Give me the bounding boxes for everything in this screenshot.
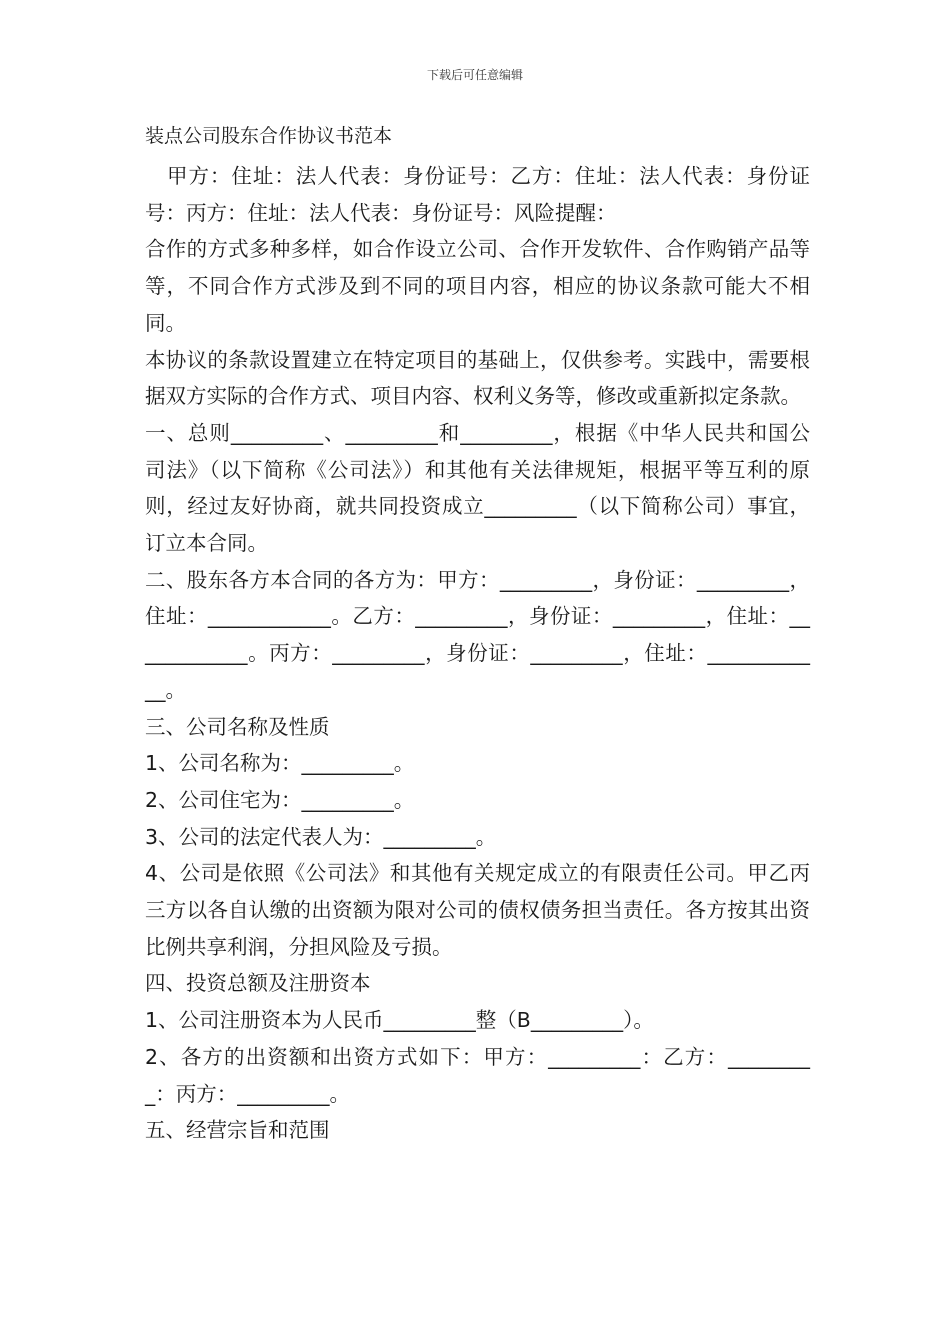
clause-company-nature: 4、公司是依照《公司法》和其他有关规定成立的有限责任公司。甲乙丙三方以各自认缴的出资额为限对公司的债权债务担当责任。各方按其出资比例共享利润，分担风险及亏损。 xyxy=(145,861,810,959)
risk-note-paragraph-1: 合作的方式多种多样，如合作设立公司、合作开发软件、合作购销产品等等，不同合作方式涉及到不同的项目内容，相应的协议条款可能大不相同。 xyxy=(145,237,810,335)
clause-contributions: 2、各方的出资额和出资方式如下：甲方：_________：乙方：_________：丙方：_________。 xyxy=(145,1044,810,1106)
clause-legal-representative: 3、公司的法定代表人为：_________。 xyxy=(145,824,497,849)
document-title: 装点公司股东合作协议书范本 xyxy=(145,125,393,147)
page-header-note: 下载后可任意编辑 xyxy=(426,68,523,82)
section-heading-company-name: 三、公司名称及性质 xyxy=(145,714,330,739)
section-heading-investment: 四、投资总额及注册资本 xyxy=(145,971,371,996)
document-body xyxy=(145,118,810,1149)
clause-registered-capital: 1、公司注册资本为人民币_________整（B_________）。 xyxy=(145,1008,654,1033)
risk-note-paragraph-2: 本协议的条款设置建立在特定项目的基础上，仅供参考。实践中，需要根据双方实际的合作方式、项目内容、权利义务等，修改或重新拟定条款。 xyxy=(145,347,810,409)
parties-paragraph: 甲方：住址：法人代表：身份证号：乙方：住址：法人代表：身份证号：丙方：住址：法人代表：身份证号：风险提醒： xyxy=(145,164,810,225)
section-shareholders: 二、股东各方本合同的各方为：甲方：_________，身份证：_________，住址：____________。乙方：_________，身份证：_________，住址：____________。丙方：_________，身份证：_________，住址：____________。 xyxy=(145,567,810,702)
section-general-provisions: 一、总则_________、_________和_________，根据《中华人民共和国公司法》（以下简称《公司法》）和其他有关法律规矩，根据平等互利的原则，经过友好协商，就共同投资成立_________（以下简称公司）事宜，订立本合同。 xyxy=(145,420,810,556)
section-heading-business-scope: 五、经营宗旨和范围 xyxy=(145,1118,330,1143)
clause-company-name: 1、公司名称为：_________。 xyxy=(145,751,415,776)
clause-company-address: 2、公司住宅为：_________。 xyxy=(145,787,415,812)
